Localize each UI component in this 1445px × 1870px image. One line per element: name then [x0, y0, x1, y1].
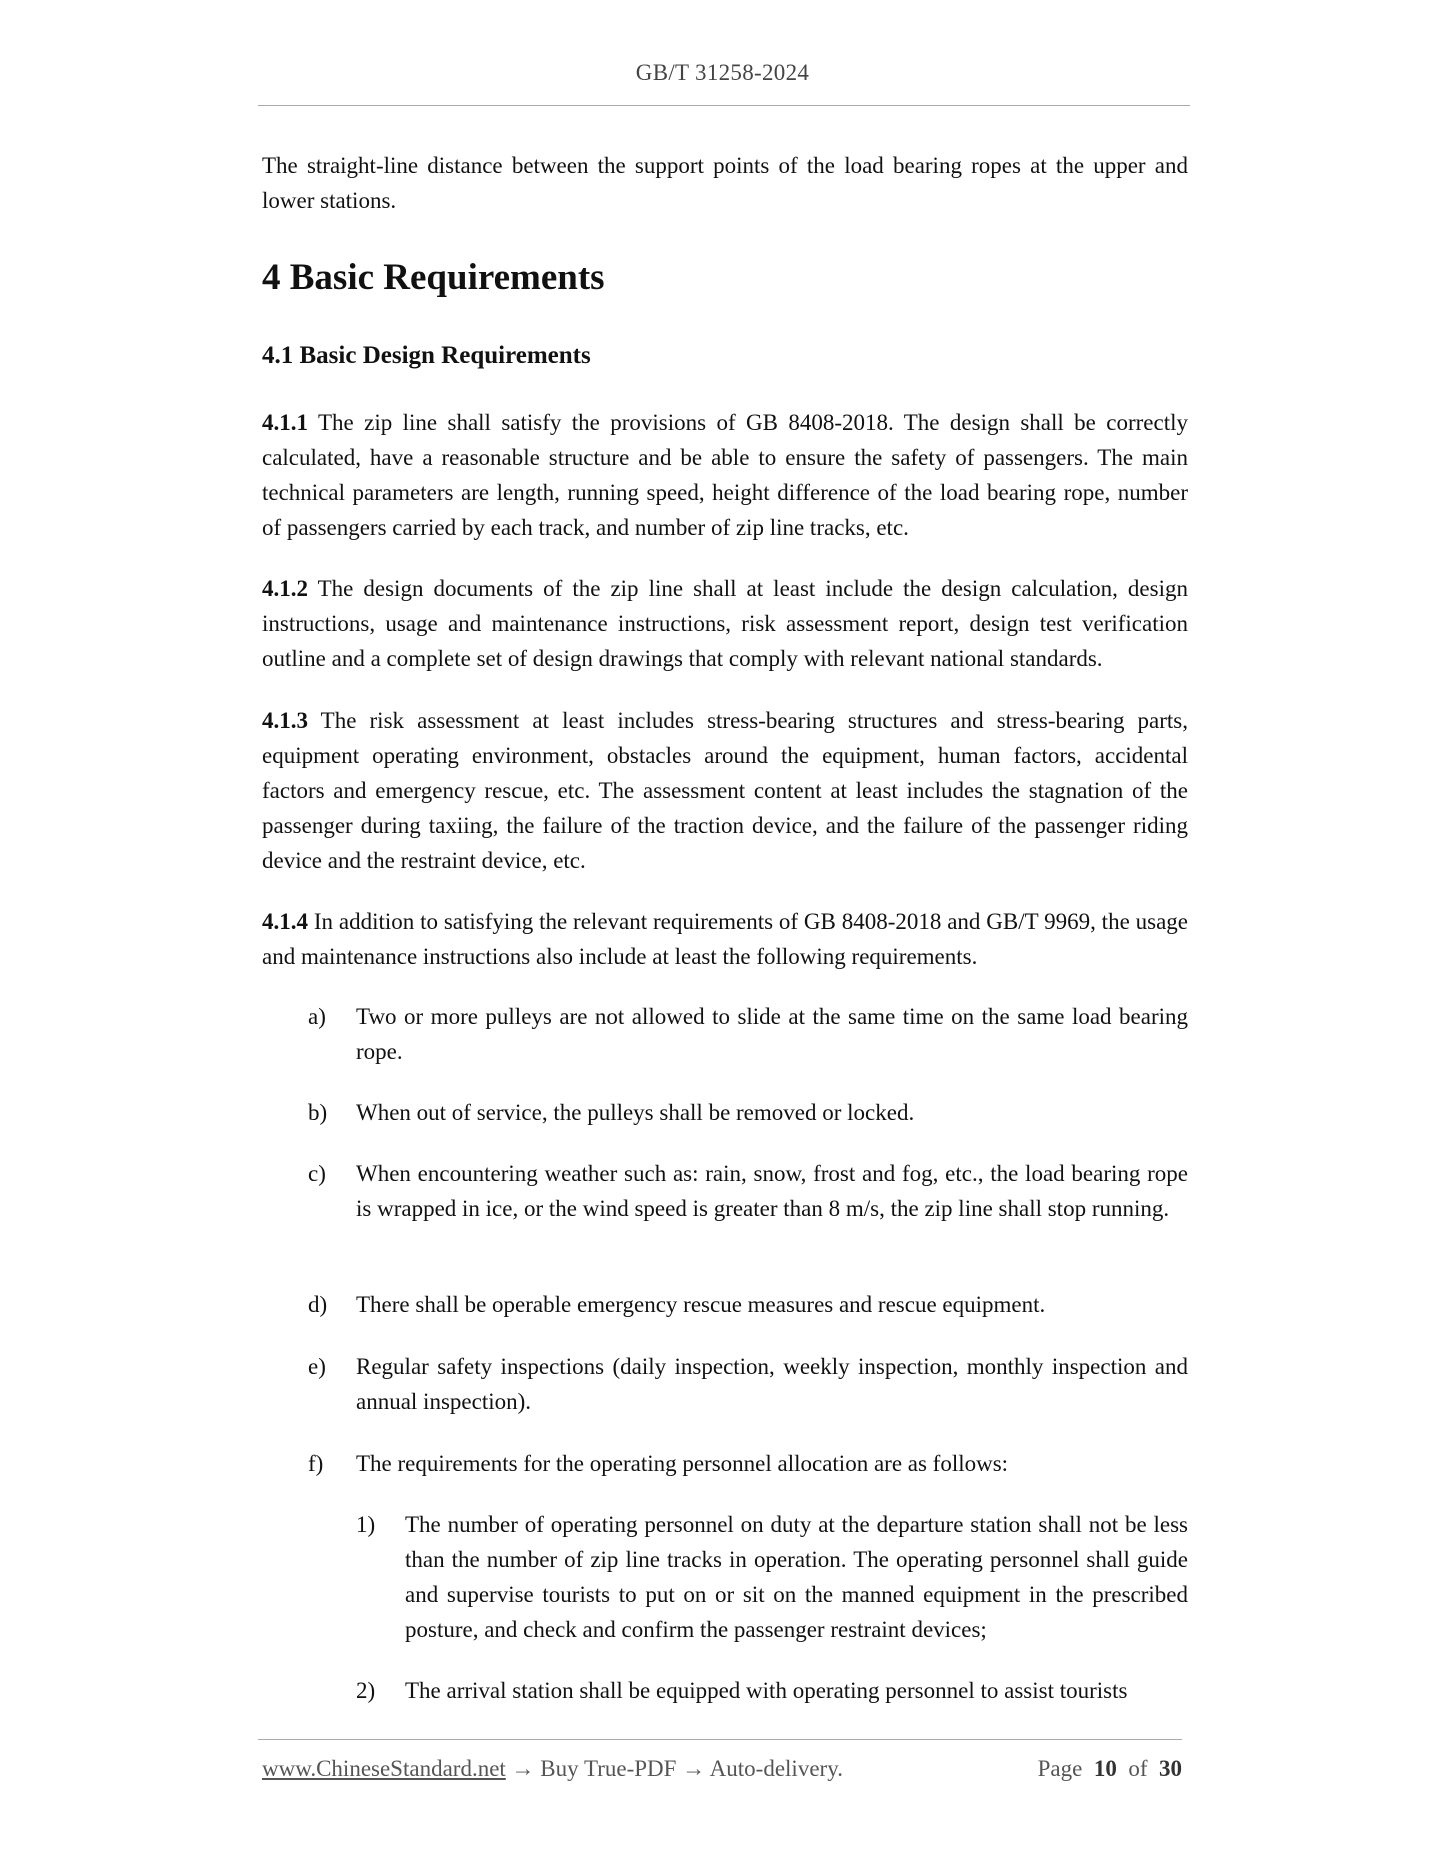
total-pages: 30: [1159, 1756, 1182, 1781]
list-item: [308, 1156, 1188, 1226]
list-item-text: When out of service, the pulleys shall be removed or locked.: [356, 1100, 915, 1125]
sub-list-item-text: The arrival station shall be equipped with operating personnel to assist tourists: [405, 1678, 1128, 1703]
list-item-label: a): [308, 1004, 326, 1029]
list-item: [308, 999, 1188, 1069]
list-item: [308, 1287, 1188, 1322]
list-item-label: e): [308, 1354, 326, 1379]
clause-4-1-1: [262, 405, 1188, 545]
list-item: [308, 1349, 1188, 1419]
chinesestandard-link[interactable]: www.ChineseStandard.net: [262, 1756, 506, 1781]
current-page: 10: [1093, 1756, 1117, 1781]
header-divider: [258, 105, 1190, 106]
clause-4-1-4: [262, 904, 1188, 974]
sub-list-item-text: The number of operating personnel on duty at the departure station shall not be less than the number of zip line tracks in operation. The operating personnel shall guide and supervise tourists to put on or sit on the manned equipment in the prescribed posture, and check and confirm the passenger restraint devices;: [405, 1512, 1188, 1642]
page-number: [1038, 1756, 1182, 1782]
list-item-label: d): [308, 1292, 328, 1317]
list-item-label: b): [308, 1100, 328, 1125]
page-label: Page: [1037, 1756, 1083, 1781]
arrow-icon: →: [505, 1756, 541, 1781]
intro-paragraph: The straight-line distance between the support points of the load bearing ropes at the upper and lower stations.: [262, 153, 1188, 213]
clause-number: 4.1.3: [262, 708, 308, 733]
sub-list-item: [356, 1673, 1188, 1708]
clause-4-1-3: [262, 703, 1188, 878]
auto-delivery-text: Auto-delivery.: [709, 1756, 843, 1781]
subsection-heading: 4.1 Basic Design Requirements: [262, 342, 591, 369]
clause-text: The zip line shall satisfy the provisions of GB 8408-2018. The design shall be correctly calculated, have a reasonable structure and be able to ensure the safety of passengers. The main technical parameters are length, running speed, height difference of the load bearing rope, number of passengers carried by each track, and number of zip line tracks, etc.: [262, 410, 1188, 540]
list-item-text: Two or more pulleys are not allowed to slide at the same time on the same load bearing rope.: [356, 1004, 1188, 1064]
list-item: [308, 1095, 1188, 1130]
list-item-label: f): [308, 1451, 324, 1476]
sub-list-item-label: 1): [356, 1512, 376, 1537]
clause-number: 4.1.2: [262, 576, 308, 601]
sub-list-item: [356, 1507, 1188, 1647]
page-footer: [262, 1756, 1182, 1782]
clause-text: In addition to satisfying the relevant requirements of GB 8408-2018 and GB/T 9969, the usage and maintenance instructions also include at least the following requirements.: [262, 909, 1188, 969]
arrow-icon: →: [676, 1756, 710, 1781]
list-item-text: Regular safety inspections (daily inspection, weekly inspection, monthly inspection and annual inspection).: [356, 1354, 1188, 1414]
page-header-title: GB/T 31258-2024: [635, 60, 810, 85]
of-label: of: [1128, 1756, 1148, 1781]
list-item-text: There shall be operable emergency rescue measures and rescue equipment.: [356, 1292, 1046, 1317]
sub-list-item-label: 2): [356, 1678, 376, 1703]
list-item-text: When encountering weather such as: rain, snow, frost and fog, etc., the load bearing rope is wrapped in ice, or the wind speed is greater than 8 m/s, the zip line shall stop running.: [356, 1161, 1188, 1221]
buy-pdf-text: Buy True-PDF: [540, 1756, 677, 1781]
list-item-text: The requirements for the operating personnel allocation are as follows:: [356, 1451, 1009, 1476]
clause-4-1-2: [262, 571, 1188, 676]
list-item: [308, 1446, 1188, 1481]
footer-divider: [258, 1739, 1182, 1740]
list-item-label: c): [308, 1161, 326, 1186]
clause-text: The design documents of the zip line shall at least include the design calculation, design instructions, usage and maintenance instructions, risk assessment report, design test verification outline and a complete set of design drawings that comply with relevant national standards.: [262, 576, 1188, 671]
clause-number: 4.1.1: [262, 410, 308, 435]
section-heading: 4 Basic Requirements: [262, 257, 605, 298]
clause-number: 4.1.4: [262, 909, 308, 934]
clause-text: The risk assessment at least includes stress-bearing structures and stress-bearing parts, equipment operating environment, obstacles around the equipment, human factors, accidental factors and emergency rescue, etc. The assessment content at least includes the stagnation of the passenger during taxiing, the failure of the traction device, and the failure of the passenger riding device and the restraint device, etc.: [262, 708, 1188, 873]
